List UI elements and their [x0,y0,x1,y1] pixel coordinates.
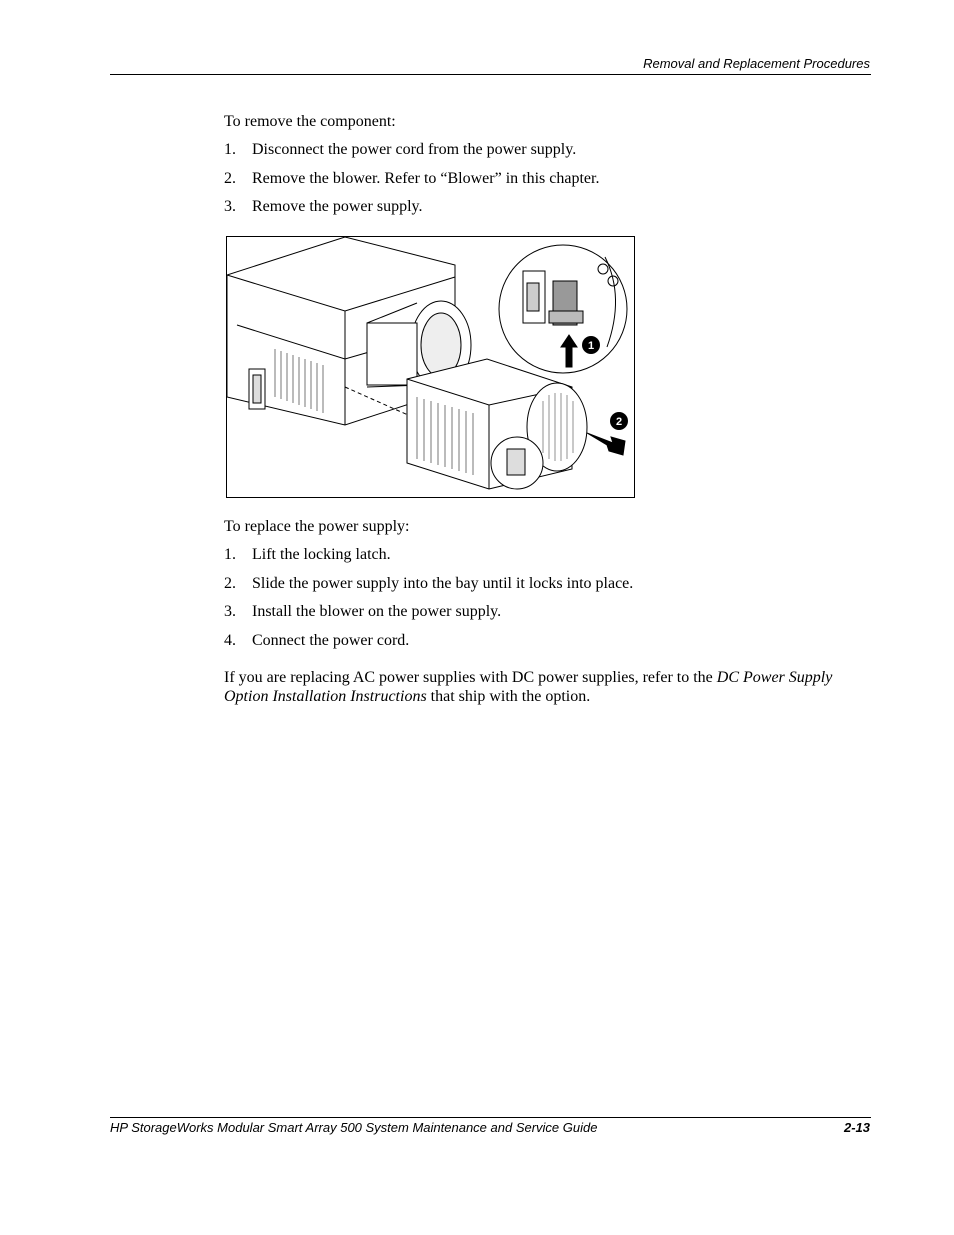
step-number: 3. [224,198,236,215]
step-text: Remove the blower. Refer to “Blower” in this chapter. [252,170,600,187]
callout-1-label: 1 [587,340,595,352]
callout-1 [582,336,600,354]
remove-intro: To remove the component: [224,113,396,130]
note-text-before: If you are replacing AC power supplies with DC power supplies, refer to the [224,669,717,686]
header-rule [110,74,871,75]
replace-step-4 [224,631,409,651]
step-number: 4. [224,632,236,649]
remove-step-2 [224,169,599,189]
doc-title-reference: DC Power Supply Option Installation Instructions [224,669,833,705]
step-number: 1. [224,546,236,563]
step-text: Connect the power cord. [252,632,410,649]
power-supply-illustration [227,237,634,497]
replace-step-1 [224,545,391,565]
replace-step-2 [224,574,633,594]
step-number: 2. [224,575,236,592]
step-text: Slide the power supply into the bay until it locks into place. [252,575,634,592]
step-number: 1. [224,141,236,158]
callout-2-label: 2 [615,416,623,428]
step-text: Lift the locking latch. [252,546,391,563]
step-number: 2. [224,170,236,187]
callout-2 [610,412,628,430]
remove-step-1 [224,140,576,160]
running-header: Removal and Replacement Procedures [643,56,870,71]
replace-step-3 [224,602,501,622]
page-number: 2-13 [843,1120,870,1135]
replace-intro: To replace the power supply: [224,518,410,535]
step-number: 3. [224,603,236,620]
dc-power-note [224,668,844,706]
footer-rule [110,1117,871,1118]
note-text-after: that ship with the option. [426,688,591,705]
step-text: Disconnect the power cord from the power supply. [252,141,577,158]
remove-step-3 [224,197,422,217]
step-text: Remove the power supply. [252,198,423,215]
footer-guide-title: HP StorageWorks Modular Smart Array 500 System Maintenance and Service Guide [110,1120,598,1135]
power-supply-removal-figure [226,236,635,498]
step-text: Install the blower on the power supply. [252,603,502,620]
